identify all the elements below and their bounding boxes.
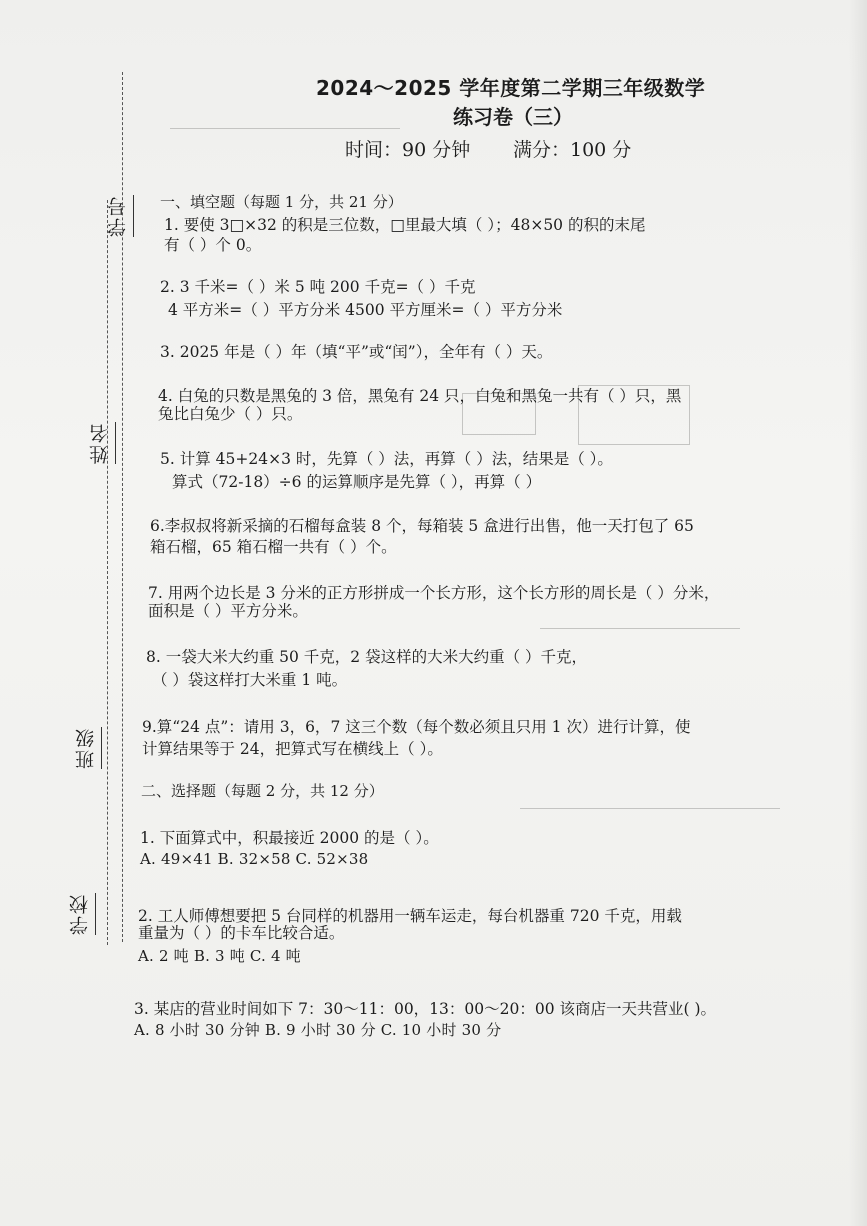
question-line: 5. 计算 45+24×3 时，先算（ ）法，再算（ ）法，结果是（ ）。 — [160, 450, 613, 468]
question-line: （ ）袋这样打大米重 1 吨。 — [152, 671, 348, 689]
exam-title: 2024～2025 学年度第二学期三年级数学 — [316, 76, 706, 100]
question-line: 兔比白兔少（ ）只。 — [158, 405, 303, 423]
question-line: 6.李叔叔将新采摘的石榴每盒装 8 个，每箱装 5 盒进行出售，他一天打包了 65 — [150, 517, 694, 535]
exam-subtitle: 练习卷（三） — [453, 105, 573, 129]
bleed-through-line — [170, 128, 400, 129]
section-heading-multiple-choice: 二、选择题（每题 2 分，共 12 分） — [141, 782, 384, 800]
question-line: 4 平方米=（ ）平方分米 4500 平方厘米=（ ）平方分米 — [168, 301, 563, 319]
exam-full-score: 满分：100 分 — [513, 139, 632, 161]
question-line: 箱石榴，65 箱石榴一共有（ ）个。 — [150, 538, 397, 556]
question-line: 7. 用两个边长是 3 分米的正方形拼成一个长方形，这个长方形的周长是（ ）分米， — [148, 584, 720, 602]
page-edge-shadow — [849, 0, 867, 1226]
exam-time: 时间：90 分钟 — [345, 139, 471, 161]
binding-dashed-line — [107, 200, 108, 945]
question-line: 重量为（ ）的卡车比较合适。 — [138, 924, 345, 942]
question-line: 9.算“24 点”：请用 3，6，7 这三个数（每个数必须且只用 1 次）进行计算，使 — [142, 718, 691, 736]
choice-options: A. 2 吨 B. 3 吨 C. 4 吨 — [138, 947, 301, 965]
question-line: 算式（72-18）÷6 的运算顺序是先算（ ），再算（ ） — [172, 473, 542, 491]
question-line: 3. 某店的营业时间如下 7：30～11：00，13：00～20：00 该商店一天共营业( )。 — [134, 1000, 717, 1018]
bleed-through-line — [520, 808, 780, 809]
bleed-through-line — [540, 628, 740, 629]
question-line: 面积是（ ）平方分米。 — [148, 602, 308, 620]
name-label: 姓名 — [86, 422, 116, 464]
student-id-label: 学号 — [104, 195, 134, 237]
question-line: 有（ ）个 0。 — [164, 236, 262, 254]
question-line: 1. 下面算式中，积最接近 2000 的是（ ）。 — [140, 829, 439, 847]
section-heading-fill-in: 一、填空题（每题 1 分，共 21 分） — [160, 193, 403, 211]
question-line: 4. 白兔的只数是黑兔的 3 倍，黑兔有 24 只，白兔和黑兔一共有（ ）只，黑 — [158, 387, 682, 405]
choice-options: A. 8 小时 30 分钟 B. 9 小时 30 分 C. 10 小时 30 分 — [134, 1021, 502, 1039]
school-label: 学校 — [66, 893, 96, 935]
question-line: 8. 一袋大米大约重 50 千克，2 袋这样的大米大约重（ ）千克， — [146, 648, 588, 666]
question-line: 2. 3 千米=（ ）米 5 吨 200 千克=（ ）千克 — [160, 278, 476, 296]
question-line: 1. 要使 3□×32 的积是三位数，□里最大填（ ）；48×50 的积的末尾 — [164, 216, 646, 234]
question-line: 计算结果等于 24，把算式写在横线上（ ）。 — [142, 740, 443, 758]
class-label: 班级 — [72, 727, 102, 769]
question-line: 3. 2025 年是（ ）年（填“平”或“闰”），全年有（ ）天。 — [160, 343, 553, 361]
question-line: 2. 工人师傅想要把 5 台同样的机器用一辆车运走，每台机器重 720 千克，用载 — [138, 907, 682, 925]
choice-options: A. 49×41 B. 32×58 C. 52×38 — [140, 850, 369, 868]
